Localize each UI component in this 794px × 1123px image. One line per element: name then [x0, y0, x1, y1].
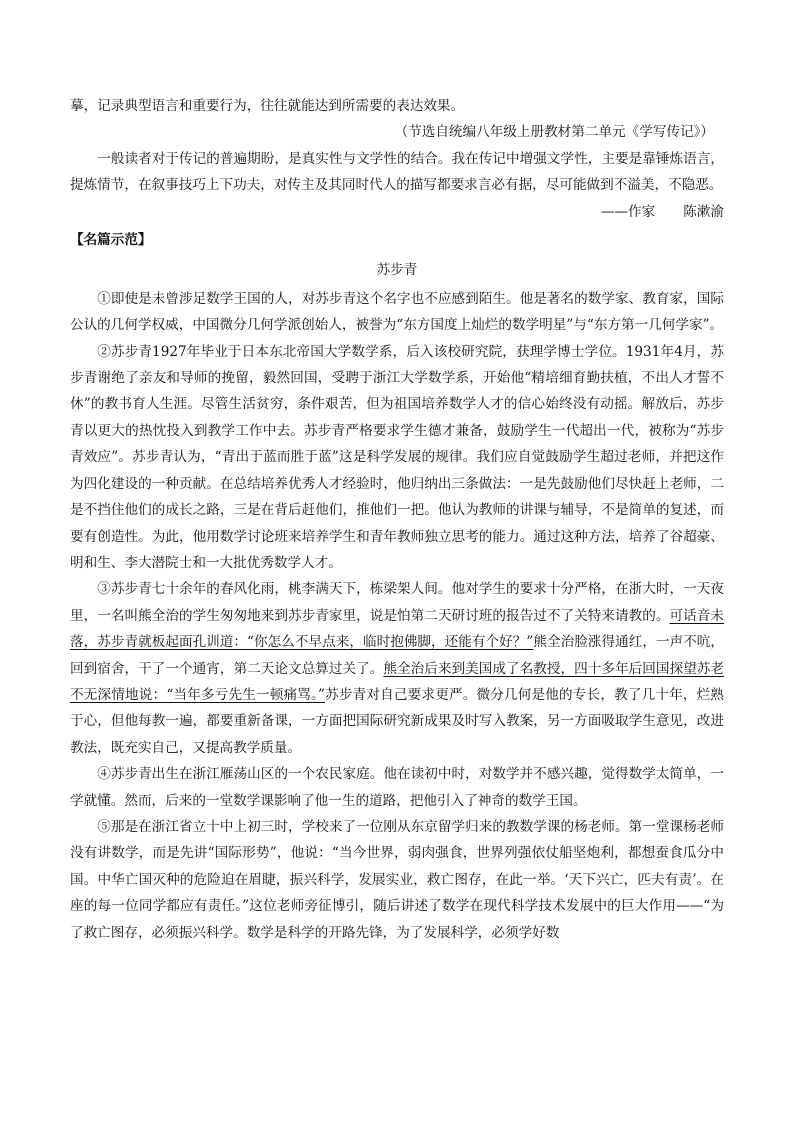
underlined-sentence-1: 可话音未落，苏步青就板起面孔训道：“你怎么不早点来，临时抱佛脚，还能有个好？” [70, 607, 725, 651]
paragraph-3-part-c: 苏步青对自己要求更严。微分几何是他的专长，教了几十年，烂熟于心，但他每教一遍，都要重新备课，一方面把国际研究新成果及时写入教案，另一方面吸取学生意见，改进教法，既充实自己，又提高教学质量。 [70, 686, 724, 756]
document-page [70, 93, 724, 946]
quote-author-prefix: ——作家 [600, 203, 656, 220]
intro-tail-paragraph: 摹，记录典型语言和重要行为，往往就能达到所需要的表达效果。 [70, 98, 465, 114]
quote-attribution [70, 199, 724, 225]
underlined-sentence-2: 熊全治后来到美国成了名教授，四十多年后回国探望苏老不无深情地说：“当年多亏先生一顿痛骂。” [70, 660, 724, 703]
article-title: 苏步青 [376, 262, 418, 279]
source-note: （节选自统编八年级上册教材第二单元《学写传记》） [394, 124, 714, 141]
section-label: 【名篇示范】 [70, 232, 152, 249]
paragraph-1: ①即使是未曾涉足数学王国的人，对苏步青这个名字也不应感到陌生。他是著名的数学家、教育家，国际公认的几何学权威，中国微分几何学派创始人，被誉为“东方国度上灿烂的数学明星”与“东方第一几何学家”。 [70, 290, 724, 334]
paragraph-3 [70, 576, 724, 761]
paragraph-5: ⑤那是在浙江省立十中上初三时，学校来了一位刚从东京留学归来的教数学课的杨老师。第一堂课杨老师没有讲数学，而是先讲“国际形势”，他说：“当今世界，弱肉强食，世界列强依仗船坚炮利，都想蚕食瓜分中国。中华亡国灭种的危险迫在眉睫，振兴科学，发展实业，救亡图存，在此一举。‘天下兴亡，匹夫有责’。在座的每一位同学都应有责任。”这位老师旁征博引，随后讲述了数学在现代科学技术发展中的巨大作用——“为了救亡图存，必须振兴科学。数学是科学的开路先锋，为了发展科学，必须学好数 [70, 818, 724, 941]
quote-paragraph: 一般读者对于传记的普遍期盼，是真实性与文学性的结合。我在传记中增强文学性，主要是靠锤炼语言，提炼情节，在叙事技巧上下功夫，对传主及其同时代人的描写都要求言必有据，尽可能做到不溢美，不隐恶。 [70, 150, 724, 194]
quote-author-name: 陈漱渝 [683, 203, 724, 220]
paragraph-4: ④苏步青出生在浙江雁荡山区的一个农民家庭。他在读初中时，对数学并不感兴趣，觉得数学太简单，一学就懂。然而，后来的一堂数学课影响了他一生的道路，把他引入了神奇的数学王国。 [70, 766, 724, 809]
paragraph-2: ②苏步青1927年毕业于日本东北帝国大学数学系，后入该校研究院，获理学博士学位。1931年4月，苏步青谢绝了亲友和导师的挽留，毅然回国，受聘于浙江大学数学系，开始他“精培细育勤扶植，不出人才誓不休”的教书育人生涯。尽管生活贫穷，条件艰苦，但为祖国培养数学人才的信心始终没有动摇。解放后，苏步青以更大的热忱投入到教学工作中去。苏步青严格要求学生德才兼备，鼓励学生一代超出一代，被称为“苏步青效应”。苏步青认为，“青出于蓝而胜于蓝”这是科学发展的规律。我们应自觉鼓励学生超过老师，并把这作为四化建设的一种贡献。在总结培养优秀人才经验时，他归纳出三条做法：一是先鼓励他们尽快赶上老师，二是不挡住他们的成长之路，三是在背后赶他们，推他们一把。他认为教师的讲课与辅导，不是简单的复述，而要有创造性。为此，他用数学讨论班来培养学生和青年教师独立思考的能力。通过这种方法，培养了谷超豪、明和生、李大潜院士和一大批优秀数学人才。 [70, 343, 724, 571]
paragraph-3-part-b: 熊全治脸涨得通红，一声不吭，回到宿舍，干了一个通宵，第二天论文总算过关了。 [70, 634, 725, 677]
paragraph-3-part-a: ③苏步青七十余年的春风化雨，桃李满天下，栋梁架人间。他对学生的要求十分严格，在浙大时，一天夜里，一名叫熊全治的学生匆匆地来到苏步青家里，说是怕第二天研讨班的报告过不了关特来请教的。 [70, 581, 724, 624]
